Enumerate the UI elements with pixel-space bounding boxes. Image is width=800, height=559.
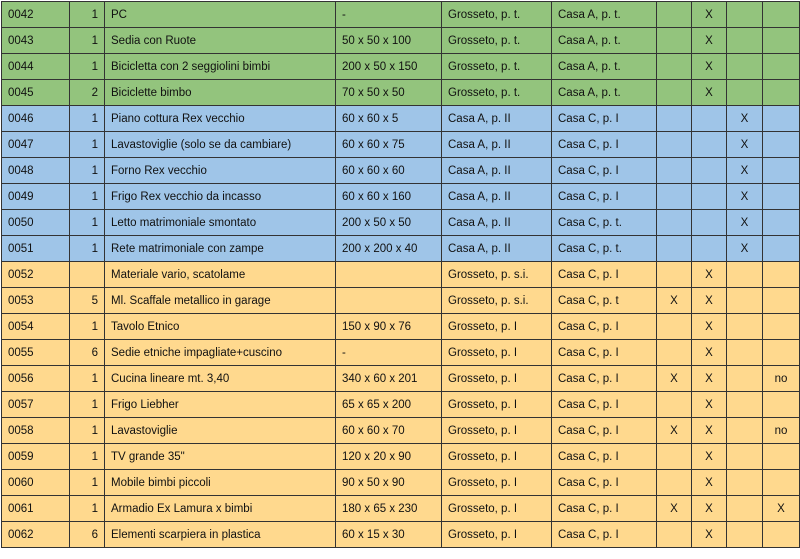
description-cell: Bicicletta con 2 seggiolini bimbi (105, 54, 336, 80)
flag-cell-2: X (692, 444, 727, 470)
dimensions-cell: 90 x 50 x 90 (336, 470, 442, 496)
item-code-cell: 0052 (2, 262, 70, 288)
description-cell: Ml. Scaffale metallico in garage (105, 288, 336, 314)
destination-location-cell: Casa A, p. t. (552, 28, 657, 54)
flag-cell-2 (692, 236, 727, 262)
flag-cell-1 (657, 132, 692, 158)
flag-cell-3 (727, 418, 763, 444)
flag-cell-3 (727, 262, 763, 288)
description-cell: Letto matrimoniale smontato (105, 210, 336, 236)
origin-location-cell: Grosseto, p. I (442, 470, 552, 496)
origin-location-cell: Grosseto, p. I (442, 522, 552, 548)
dimensions-cell: 340 x 60 x 201 (336, 366, 442, 392)
flag-cell-2: X (692, 262, 727, 288)
destination-location-cell: Casa C, p. I (552, 392, 657, 418)
dimensions-cell: 180 x 65 x 230 (336, 496, 442, 522)
flag-cell-2: X (692, 470, 727, 496)
origin-location-cell: Grosseto, p. I (442, 314, 552, 340)
quantity-cell: 1 (70, 236, 105, 262)
inventory-rows (2, 2, 800, 548)
origin-location-cell: Grosseto, p. I (442, 340, 552, 366)
destination-location-cell: Casa C, p. I (552, 470, 657, 496)
description-cell: Armadio Ex Lamura x bimbi (105, 496, 336, 522)
dimensions-cell: 60 x 60 x 60 (336, 158, 442, 184)
item-code-cell: 0056 (2, 366, 70, 392)
description-cell: TV grande 35" (105, 444, 336, 470)
item-code-cell: 0050 (2, 210, 70, 236)
note-cell (763, 522, 800, 548)
description-cell: Forno Rex vecchio (105, 158, 336, 184)
table-row (2, 418, 800, 444)
note-cell (763, 2, 800, 28)
origin-location-cell: Grosseto, p. t. (442, 80, 552, 106)
description-cell: Lavastoviglie (105, 418, 336, 444)
flag-cell-2: X (692, 28, 727, 54)
quantity-cell: 1 (70, 496, 105, 522)
flag-cell-1 (657, 2, 692, 28)
item-code-cell: 0053 (2, 288, 70, 314)
destination-location-cell: Casa C, p. I (552, 262, 657, 288)
table-row (2, 184, 800, 210)
flag-cell-1 (657, 470, 692, 496)
flag-cell-1 (657, 210, 692, 236)
note-cell (763, 158, 800, 184)
flag-cell-3 (727, 80, 763, 106)
flag-cell-2: X (692, 314, 727, 340)
destination-location-cell: Casa A, p. t. (552, 80, 657, 106)
note-cell (763, 314, 800, 340)
table-row (2, 210, 800, 236)
dimensions-cell: 200 x 50 x 50 (336, 210, 442, 236)
flag-cell-3: X (727, 236, 763, 262)
quantity-cell: 1 (70, 392, 105, 418)
flag-cell-2: X (692, 418, 727, 444)
flag-cell-1 (657, 236, 692, 262)
flag-cell-1 (657, 28, 692, 54)
table-row (2, 106, 800, 132)
origin-location-cell: Grosseto, p. t. (442, 54, 552, 80)
item-code-cell: 0047 (2, 132, 70, 158)
description-cell: Mobile bimbi piccoli (105, 470, 336, 496)
flag-cell-3: X (727, 106, 763, 132)
item-code-cell: 0043 (2, 28, 70, 54)
quantity-cell: 1 (70, 210, 105, 236)
flag-cell-2: X (692, 2, 727, 28)
quantity-cell: 1 (70, 366, 105, 392)
dimensions-cell: 200 x 50 x 150 (336, 54, 442, 80)
flag-cell-1 (657, 522, 692, 548)
flag-cell-1 (657, 80, 692, 106)
note-cell: no (763, 366, 800, 392)
destination-location-cell: Casa C, p. I (552, 314, 657, 340)
flag-cell-2 (692, 210, 727, 236)
origin-location-cell: Casa A, p. II (442, 236, 552, 262)
origin-location-cell: Casa A, p. II (442, 210, 552, 236)
quantity-cell: 1 (70, 158, 105, 184)
flag-cell-1 (657, 184, 692, 210)
destination-location-cell: Casa C, p. I (552, 184, 657, 210)
flag-cell-3 (727, 444, 763, 470)
table-row (2, 236, 800, 262)
item-code-cell: 0054 (2, 314, 70, 340)
table-row (2, 54, 800, 80)
dimensions-cell: 60 x 60 x 5 (336, 106, 442, 132)
destination-location-cell: Casa C, p. I (552, 106, 657, 132)
table-row (2, 2, 800, 28)
dimensions-cell: 70 x 50 x 50 (336, 80, 442, 106)
description-cell: Frigo Liebher (105, 392, 336, 418)
quantity-cell: 1 (70, 314, 105, 340)
description-cell: Materiale vario, scatolame (105, 262, 336, 288)
flag-cell-1 (657, 54, 692, 80)
description-cell: Lavastoviglie (solo se da cambiare) (105, 132, 336, 158)
flag-cell-2: X (692, 340, 727, 366)
flag-cell-2 (692, 132, 727, 158)
description-cell: Biciclette bimbo (105, 80, 336, 106)
destination-location-cell: Casa A, p. t. (552, 54, 657, 80)
description-cell: Sedia con Ruote (105, 28, 336, 54)
origin-location-cell: Casa A, p. II (442, 158, 552, 184)
destination-location-cell: Casa C, p. t (552, 288, 657, 314)
item-code-cell: 0061 (2, 496, 70, 522)
table-row (2, 288, 800, 314)
flag-cell-1 (657, 158, 692, 184)
dimensions-cell: - (336, 340, 442, 366)
note-cell (763, 80, 800, 106)
flag-cell-3 (727, 28, 763, 54)
flag-cell-1 (657, 106, 692, 132)
origin-location-cell: Grosseto, p. I (442, 392, 552, 418)
origin-location-cell: Casa A, p. II (442, 106, 552, 132)
description-cell: Frigo Rex vecchio da incasso (105, 184, 336, 210)
origin-location-cell: Grosseto, p. I (442, 444, 552, 470)
table-row (2, 366, 800, 392)
table-row (2, 470, 800, 496)
quantity-cell: 1 (70, 2, 105, 28)
description-cell: Elementi scarpiera in plastica (105, 522, 336, 548)
note-cell (763, 236, 800, 262)
flag-cell-3 (727, 366, 763, 392)
description-cell: Tavolo Etnico (105, 314, 336, 340)
item-code-cell: 0042 (2, 2, 70, 28)
table-row (2, 314, 800, 340)
note-cell (763, 288, 800, 314)
item-code-cell: 0049 (2, 184, 70, 210)
item-code-cell: 0051 (2, 236, 70, 262)
item-code-cell: 0062 (2, 522, 70, 548)
flag-cell-3: X (727, 210, 763, 236)
origin-location-cell: Casa A, p. II (442, 184, 552, 210)
item-code-cell: 0046 (2, 106, 70, 132)
quantity-cell: 1 (70, 470, 105, 496)
origin-location-cell: Grosseto, p. t. (442, 2, 552, 28)
flag-cell-3 (727, 314, 763, 340)
quantity-cell: 1 (70, 418, 105, 444)
destination-location-cell: Casa C, p. I (552, 340, 657, 366)
item-code-cell: 0045 (2, 80, 70, 106)
description-cell: Cucina lineare mt. 3,40 (105, 366, 336, 392)
origin-location-cell: Grosseto, p. s.i. (442, 262, 552, 288)
flag-cell-2: X (692, 366, 727, 392)
flag-cell-3 (727, 496, 763, 522)
destination-location-cell: Casa C, p. I (552, 418, 657, 444)
table-row (2, 340, 800, 366)
flag-cell-2 (692, 106, 727, 132)
destination-location-cell: Casa A, p. t. (552, 2, 657, 28)
note-cell (763, 132, 800, 158)
flag-cell-1 (657, 262, 692, 288)
origin-location-cell: Grosseto, p. I (442, 366, 552, 392)
origin-location-cell: Grosseto, p. I (442, 496, 552, 522)
flag-cell-2: X (692, 392, 727, 418)
dimensions-cell: 65 x 65 x 200 (336, 392, 442, 418)
flag-cell-3 (727, 2, 763, 28)
item-code-cell: 0055 (2, 340, 70, 366)
note-cell: X (763, 496, 800, 522)
flag-cell-3 (727, 288, 763, 314)
origin-location-cell: Grosseto, p. t. (442, 28, 552, 54)
dimensions-cell: 60 x 60 x 75 (336, 132, 442, 158)
note-cell (763, 54, 800, 80)
destination-location-cell: Casa C, p. I (552, 522, 657, 548)
flag-cell-2: X (692, 288, 727, 314)
destination-location-cell: Casa C, p. I (552, 444, 657, 470)
quantity-cell (70, 262, 105, 288)
table-row (2, 80, 800, 106)
inventory-table (1, 1, 800, 548)
dimensions-cell: 60 x 60 x 70 (336, 418, 442, 444)
table-row (2, 132, 800, 158)
table-row (2, 262, 800, 288)
origin-location-cell: Grosseto, p. I (442, 418, 552, 444)
note-cell (763, 340, 800, 366)
dimensions-cell (336, 288, 442, 314)
dimensions-cell: 60 x 60 x 160 (336, 184, 442, 210)
flag-cell-3: X (727, 184, 763, 210)
flag-cell-1: X (657, 496, 692, 522)
destination-location-cell: Casa C, p. I (552, 158, 657, 184)
flag-cell-2 (692, 158, 727, 184)
note-cell (763, 470, 800, 496)
destination-location-cell: Casa C, p. I (552, 496, 657, 522)
note-cell (763, 444, 800, 470)
quantity-cell: 1 (70, 132, 105, 158)
flag-cell-1: X (657, 418, 692, 444)
table-row (2, 522, 800, 548)
destination-location-cell: Casa C, p. I (552, 132, 657, 158)
flag-cell-2 (692, 184, 727, 210)
flag-cell-1 (657, 340, 692, 366)
quantity-cell: 5 (70, 288, 105, 314)
flag-cell-2: X (692, 80, 727, 106)
flag-cell-2: X (692, 522, 727, 548)
quantity-cell: 1 (70, 54, 105, 80)
flag-cell-1 (657, 314, 692, 340)
note-cell (763, 262, 800, 288)
table-row (2, 496, 800, 522)
flag-cell-3 (727, 392, 763, 418)
quantity-cell: 6 (70, 522, 105, 548)
flag-cell-3 (727, 522, 763, 548)
dimensions-cell: 150 x 90 x 76 (336, 314, 442, 340)
quantity-cell: 1 (70, 106, 105, 132)
table-row (2, 28, 800, 54)
description-cell: Piano cottura Rex vecchio (105, 106, 336, 132)
destination-location-cell: Casa C, p. I (552, 366, 657, 392)
item-code-cell: 0048 (2, 158, 70, 184)
destination-location-cell: Casa C, p. t. (552, 210, 657, 236)
flag-cell-3: X (727, 158, 763, 184)
dimensions-cell (336, 262, 442, 288)
table-row (2, 158, 800, 184)
item-code-cell: 0044 (2, 54, 70, 80)
origin-location-cell: Grosseto, p. s.i. (442, 288, 552, 314)
quantity-cell: 1 (70, 444, 105, 470)
quantity-cell: 1 (70, 184, 105, 210)
dimensions-cell: 50 x 50 x 100 (336, 28, 442, 54)
quantity-cell: 6 (70, 340, 105, 366)
description-cell: Rete matrimoniale con zampe (105, 236, 336, 262)
flag-cell-1 (657, 392, 692, 418)
dimensions-cell: - (336, 2, 442, 28)
note-cell (763, 106, 800, 132)
flag-cell-1: X (657, 366, 692, 392)
note-cell (763, 28, 800, 54)
flag-cell-2: X (692, 496, 727, 522)
note-cell (763, 210, 800, 236)
quantity-cell: 1 (70, 28, 105, 54)
item-code-cell: 0057 (2, 392, 70, 418)
flag-cell-3 (727, 340, 763, 366)
item-code-cell: 0060 (2, 470, 70, 496)
dimensions-cell: 120 x 20 x 90 (336, 444, 442, 470)
description-cell: Sedie etniche impagliate+cuscino (105, 340, 336, 366)
flag-cell-2: X (692, 54, 727, 80)
note-cell (763, 184, 800, 210)
note-cell: no (763, 418, 800, 444)
flag-cell-3: X (727, 132, 763, 158)
note-cell (763, 392, 800, 418)
flag-cell-3 (727, 470, 763, 496)
origin-location-cell: Casa A, p. II (442, 132, 552, 158)
item-code-cell: 0058 (2, 418, 70, 444)
description-cell: PC (105, 2, 336, 28)
dimensions-cell: 60 x 15 x 30 (336, 522, 442, 548)
table-row (2, 392, 800, 418)
flag-cell-1 (657, 444, 692, 470)
item-code-cell: 0059 (2, 444, 70, 470)
dimensions-cell: 200 x 200 x 40 (336, 236, 442, 262)
quantity-cell: 2 (70, 80, 105, 106)
table-row (2, 444, 800, 470)
flag-cell-1: X (657, 288, 692, 314)
flag-cell-3 (727, 54, 763, 80)
destination-location-cell: Casa C, p. t. (552, 236, 657, 262)
